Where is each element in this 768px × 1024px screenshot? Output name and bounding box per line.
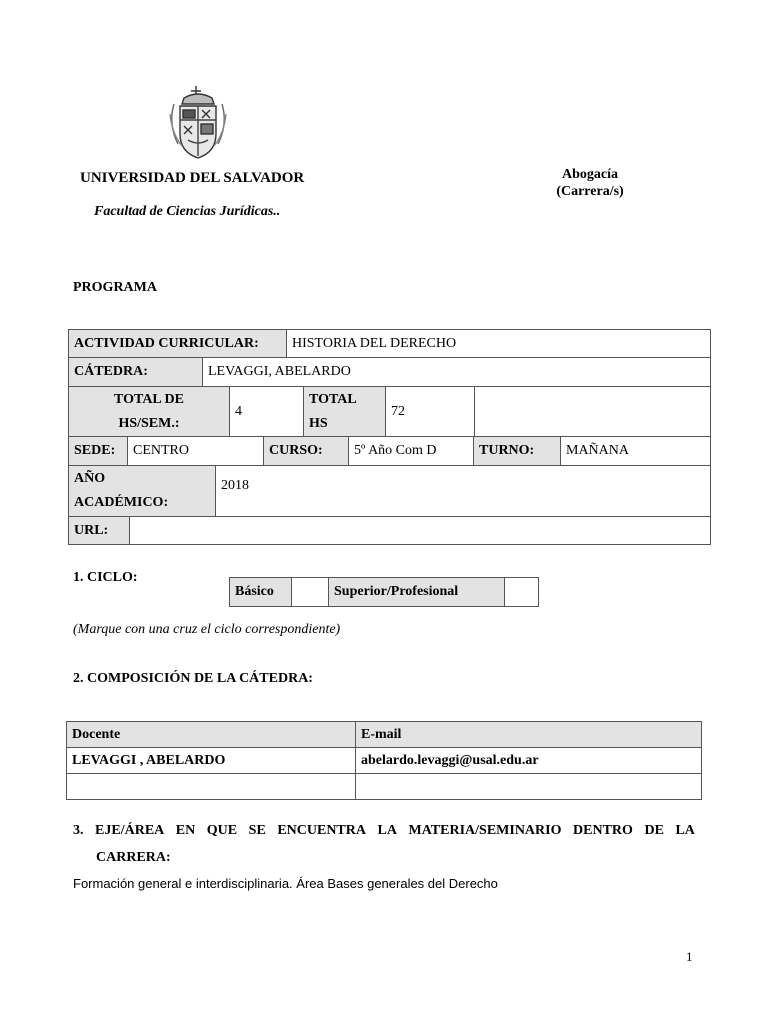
ciclo-note: (Marque con una cruz el ciclo correspondiente) [73,622,341,637]
table-row [66,747,702,774]
turno-label: TURNO: [474,437,561,465]
url-row [68,516,711,545]
total-sem-label: TOTAL DE HS/SEM.: [69,387,230,436]
total-hs-label: TOTAL HS [304,387,386,436]
actividad-value: HISTORIA DEL DERECHO [292,335,457,351]
sede-row [68,436,711,466]
curso-value: 5º Año Com D [349,437,474,465]
catedra-row [68,357,711,387]
composicion-heading: 2. COMPOSICIÓN DE LA CÁTEDRA: [73,671,313,686]
curso-label: CURSO: [264,437,349,465]
anio-label: AÑO ACADÉMICO: [69,466,216,516]
anio-value: 2018 [221,478,249,493]
eje-text: Formación general e interdisciplinaria. Área Bases generales del Derecho [73,876,498,891]
sede-value: CENTRO [128,437,264,465]
page-number: 1 [686,949,693,964]
ciclo-heading: 1. CICLO: [73,570,138,585]
table-row [66,773,702,800]
actividad-row [68,329,711,358]
totales-row [68,386,711,437]
url-label: URL: [69,517,130,544]
career-name: Abogacía [562,167,618,182]
composicion-header-row [66,721,702,748]
career-block [548,166,632,200]
anio-row [68,465,711,517]
eje-heading: 3. EJE/ÁREA EN QUE SE ENCUENTRA LA MATERIA/SEMINARIO DENTRO DE LA [73,823,695,838]
email-cell [356,774,701,799]
total-hs-value: 72 [386,387,475,436]
docente-cell: LEVAGGI , ABELARDO [67,748,356,773]
turno-value: MAÑANA [566,443,629,458]
faculty-name: Facultad de Ciencias Jurídicas.. [94,204,281,219]
university-crest-logo [166,84,230,162]
sede-label: SEDE: [69,437,128,465]
basico-checkbox[interactable] [292,578,329,606]
eje-heading-line2: CARRERA: [96,850,171,865]
catedra-value: LEVAGGI, ABELARDO [208,364,351,379]
col-docente: Docente [67,722,356,747]
actividad-label: ACTIVIDAD CURRICULAR: [69,330,287,357]
superior-label: Superior/Profesional [329,578,505,606]
email-cell: abelardo.levaggi@usal.edu.ar [361,752,539,768]
doc-title: PROGRAMA [73,280,157,295]
docente-cell [67,774,356,799]
superior-checkbox[interactable] [505,578,538,606]
total-sem-value: 4 [230,387,304,436]
university-name: UNIVERSIDAD DEL SALVADOR [80,170,305,186]
url-value [130,517,710,544]
career-note: (Carrera/s) [556,184,624,199]
basico-label: Básico [230,578,292,606]
ciclo-table [229,577,539,607]
col-email: E-mail [356,722,701,747]
catedra-label: CÁTEDRA: [69,358,203,386]
totales-empty-cell [475,387,710,436]
